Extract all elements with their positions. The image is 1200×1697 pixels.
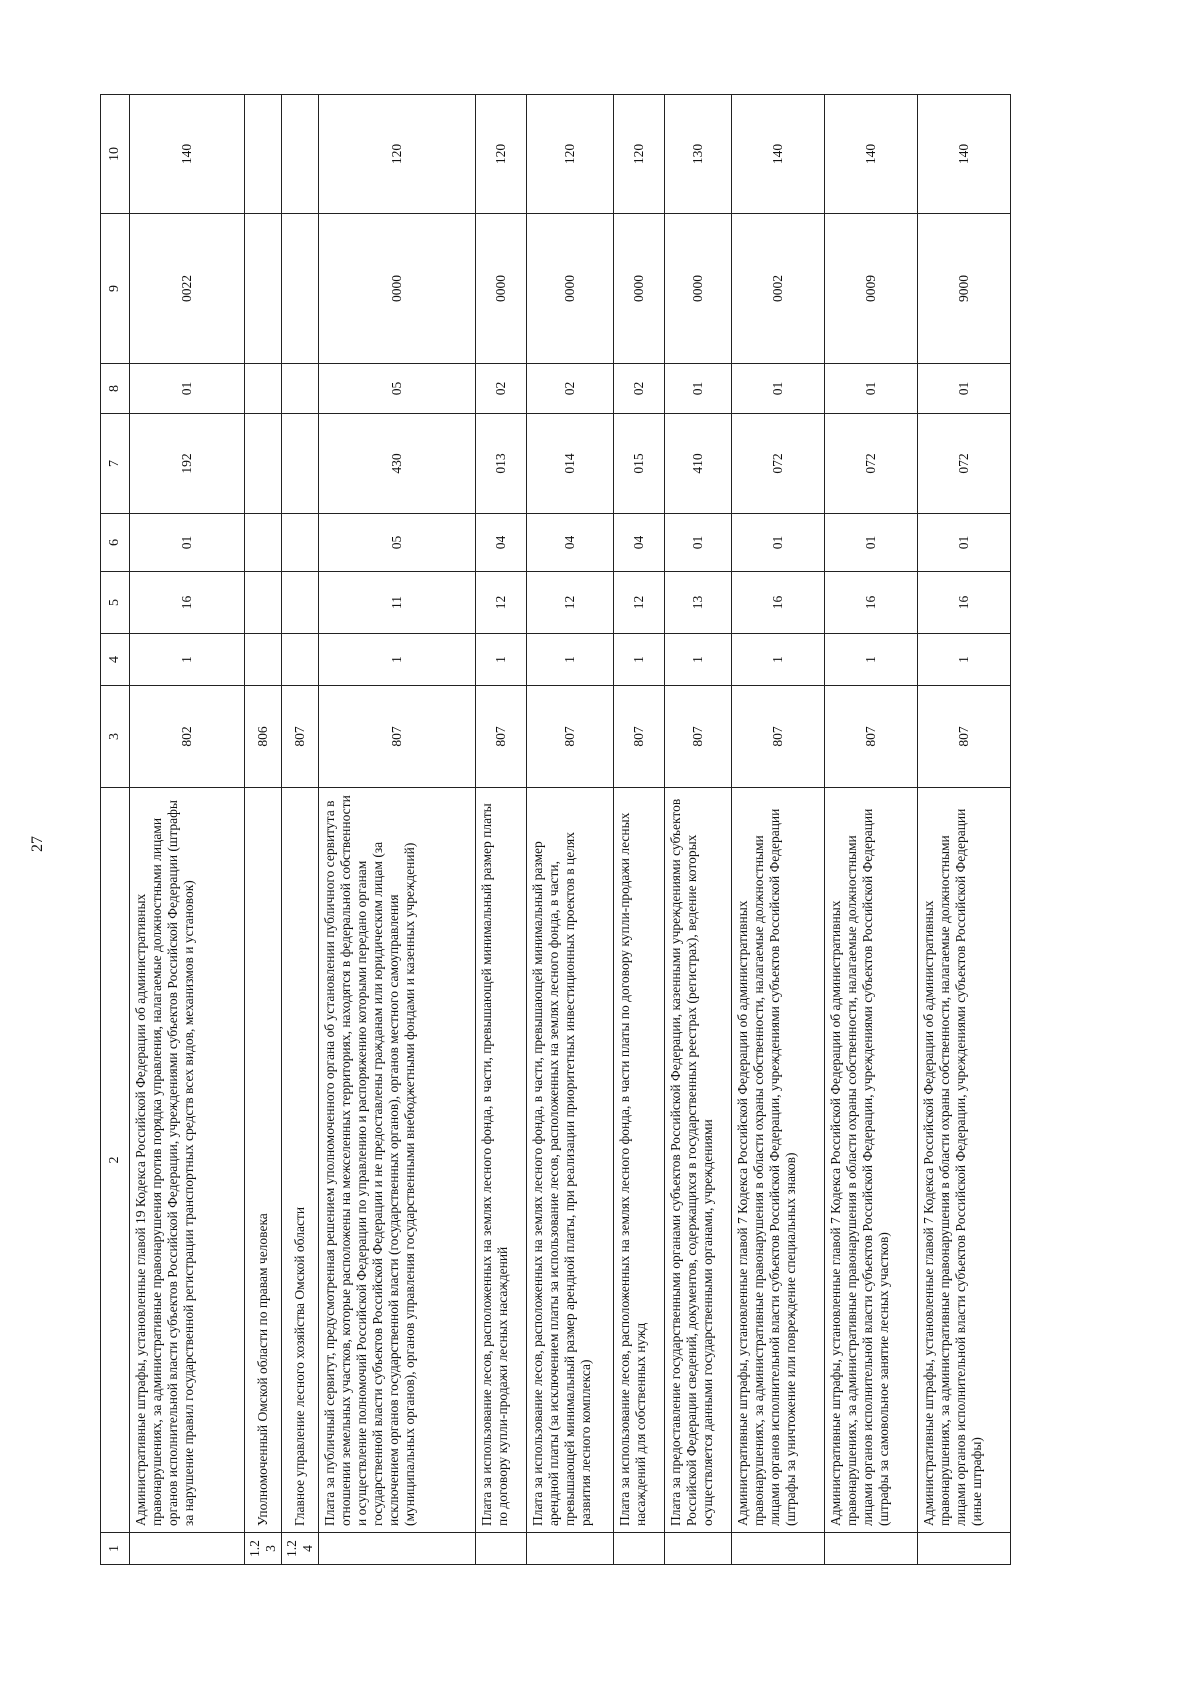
code-cell-c10: 130	[665, 95, 732, 214]
header-row	[101, 95, 130, 1565]
row-number	[476, 1533, 527, 1565]
row-description: Главное управление лесного хозяйства Омской области	[282, 788, 319, 1533]
code-cell-c8	[245, 364, 282, 414]
page-number: 27	[29, 836, 46, 852]
code-cell-c5: 16	[732, 572, 825, 634]
code-cell-c5: 16	[825, 572, 918, 634]
code-cell-c7: 072	[732, 414, 825, 514]
row-number	[130, 1533, 245, 1565]
code-cell-c10: 140	[732, 95, 825, 214]
row-number	[918, 1533, 1011, 1565]
code-cell-c5: 12	[527, 572, 614, 634]
row-description: Административные штрафы, установленные главой 7 Кодекса Российской Федерации об административных правонарушениях, за административные правонарушения в области охраны собственности, налагаемые должностными лицами органов исполнительной власти субъектов Российской Федерации, учреждениями субъектов Российской Федерации (штрафы за уничтожение или повреждение специальных знаков)	[732, 788, 825, 1533]
code-cell-c4: 1	[130, 634, 245, 686]
table-row	[319, 95, 476, 1565]
code-cell-c7: 072	[825, 414, 918, 514]
code-cell-c10: 120	[319, 95, 476, 214]
code-cell-c6: 01	[825, 514, 918, 572]
code-cell-c3: 807	[825, 686, 918, 788]
code-cell-c10: 120	[476, 95, 527, 214]
table-row	[527, 95, 614, 1565]
row-description: Плата за предоставление государственными органами субъектов Российской Федерации, казенными учреждениями субъектов Российской Федерации сведений, документов, содержащихся в государственных реестрах (регистрах), ведение которых осуществляется данными государственными органами, учреждениями	[665, 788, 732, 1533]
code-cell-c8: 02	[476, 364, 527, 414]
row-number	[732, 1533, 825, 1565]
table-row	[614, 95, 665, 1565]
code-cell-c9: 0000	[614, 214, 665, 364]
row-number	[614, 1533, 665, 1565]
code-cell-c7: 015	[614, 414, 665, 514]
code-cell-c7: 410	[665, 414, 732, 514]
code-cell-c7: 192	[130, 414, 245, 514]
table-row	[282, 95, 319, 1565]
header-cell: 8	[101, 364, 130, 414]
code-cell-c4: 1	[825, 634, 918, 686]
table-row	[476, 95, 527, 1565]
table-row	[918, 95, 1011, 1565]
code-cell-c6: 04	[614, 514, 665, 572]
header-cell: 9	[101, 214, 130, 364]
code-cell-c4: 1	[319, 634, 476, 686]
code-cell-c5: 16	[918, 572, 1011, 634]
code-cell-c9: 0000	[527, 214, 614, 364]
code-cell-c9: 0000	[476, 214, 527, 364]
code-cell-c7	[282, 414, 319, 514]
header-cell: 2	[101, 788, 130, 1533]
code-cell-c8: 02	[527, 364, 614, 414]
code-cell-c6: 04	[476, 514, 527, 572]
row-number	[825, 1533, 918, 1565]
code-cell-c3: 807	[527, 686, 614, 788]
code-cell-c5: 13	[665, 572, 732, 634]
code-cell-c3: 807	[665, 686, 732, 788]
code-cell-c9: 0009	[825, 214, 918, 364]
table-row	[245, 95, 282, 1565]
code-cell-c5: 16	[130, 572, 245, 634]
code-cell-c10: 140	[130, 95, 245, 214]
table-row	[130, 95, 245, 1565]
code-cell-c8: 02	[614, 364, 665, 414]
code-cell-c3: 807	[282, 686, 319, 788]
row-description: Административные штрафы, установленные главой 19 Кодекса Российской Федерации об административных правонарушениях, за административные правонарушения против порядка управления, налагаемые должностными лицами органов исполнительной власти субъектов Российской Федерации, учреждениями субъектов Российской Федерации (штрафы за нарушение правил государственной регистрации транспортных средств всех видов, механизмов и установок)	[130, 788, 245, 1533]
code-cell-c3: 807	[918, 686, 1011, 788]
code-cell-c3: 807	[732, 686, 825, 788]
row-number	[527, 1533, 614, 1565]
header-cell: 10	[101, 95, 130, 214]
table-row	[665, 95, 732, 1565]
header-cell: 6	[101, 514, 130, 572]
row-description: Уполномоченный Омской области по правам человека	[245, 788, 282, 1533]
code-cell-c7	[245, 414, 282, 514]
code-cell-c6: 04	[527, 514, 614, 572]
code-cell-c10: 120	[527, 95, 614, 214]
code-cell-c9: 0000	[319, 214, 476, 364]
code-cell-c5	[245, 572, 282, 634]
code-cell-c6	[245, 514, 282, 572]
row-description: Плата за использование лесов, расположенных на землях лесного фонда, в части, превышающей минимальный размер платы по договору купли-продажи лесных насаждений	[476, 788, 527, 1533]
code-cell-c6	[282, 514, 319, 572]
code-cell-c8: 01	[825, 364, 918, 414]
code-cell-c7: 072	[918, 414, 1011, 514]
code-cell-c10: 140	[825, 95, 918, 214]
code-cell-c9: 9000	[918, 214, 1011, 364]
code-cell-c4: 1	[665, 634, 732, 686]
code-cell-c8: 01	[130, 364, 245, 414]
code-cell-c6: 05	[319, 514, 476, 572]
code-cell-c7: 014	[527, 414, 614, 514]
budget-codes-table	[100, 94, 1011, 1565]
code-cell-c9	[282, 214, 319, 364]
row-description: Плата за использование лесов, расположенных на землях лесного фонда, в части платы по договору купли-продажи лесных насаждений для собственных нужд	[614, 788, 665, 1533]
code-cell-c7: 013	[476, 414, 527, 514]
code-cell-c8	[282, 364, 319, 414]
code-cell-c8: 01	[918, 364, 1011, 414]
header-cell: 3	[101, 686, 130, 788]
code-cell-c10	[282, 95, 319, 214]
code-cell-c3: 807	[476, 686, 527, 788]
row-description: Плата за использование лесов, расположенных на землях лесного фонда, в части, превышающей минимальный размер арендной платы (за исключением платы за использование лесов, расположенных на землях лесного фонда, в части, превышающей минимальный размер арендной платы, при реализации приоритетных инвестиционных проектов в целях развития лесного комплекса)	[527, 788, 614, 1533]
code-cell-c3: 802	[130, 686, 245, 788]
code-cell-c4	[245, 634, 282, 686]
code-cell-c6: 01	[732, 514, 825, 572]
code-cell-c3: 807	[614, 686, 665, 788]
row-number: 1.24	[282, 1533, 319, 1565]
code-cell-c10: 120	[614, 95, 665, 214]
code-cell-c4: 1	[732, 634, 825, 686]
code-cell-c9: 0000	[665, 214, 732, 364]
code-cell-c10	[245, 95, 282, 214]
code-cell-c7: 430	[319, 414, 476, 514]
code-cell-c9: 0022	[130, 214, 245, 364]
header-cell: 5	[101, 572, 130, 634]
code-cell-c9	[245, 214, 282, 364]
row-number	[665, 1533, 732, 1565]
code-cell-c5: 12	[614, 572, 665, 634]
row-number: 1.23	[245, 1533, 282, 1565]
header-cell: 1	[101, 1533, 130, 1565]
header-cell: 4	[101, 634, 130, 686]
code-cell-c8: 01	[732, 364, 825, 414]
code-cell-c3: 806	[245, 686, 282, 788]
code-cell-c10: 140	[918, 95, 1011, 214]
code-cell-c4: 1	[476, 634, 527, 686]
code-cell-c5: 12	[476, 572, 527, 634]
code-cell-c8: 05	[319, 364, 476, 414]
row-description: Плата за публичный сервитут, предусмотренная решением уполномоченного органа об установлении публичного сервитута в отношении земельных участков, которые расположены на межселенных территориях, находятся в федеральной собственности и осуществление полномочий Российской Федерации по управлению и распоряжению которыми передано органам государственной власти субъектов Российской Федерации и не предоставлены гражданам или юридическим лицам (за исключением органов государственной власти (государственных органов), органов местного самоуправления (муниципальных органов), органов управления государственными внебюджетными фондами и казенных учреждений)	[319, 788, 476, 1533]
table-row	[732, 95, 825, 1565]
row-description: Административные штрафы, установленные главой 7 Кодекса Российской Федерации об административных правонарушениях, за административные правонарушения в области охраны собственности, налагаемые должностными лицами органов исполнительной власти субъектов Российской Федерации, учреждениями субъектов Российской Федерации (штрафы за самовольное занятие лесных участков)	[825, 788, 918, 1533]
code-cell-c5: 11	[319, 572, 476, 634]
code-cell-c6: 01	[918, 514, 1011, 572]
code-cell-c4: 1	[527, 634, 614, 686]
rotated-table-wrapper	[100, 95, 1070, 1565]
code-cell-c6: 01	[665, 514, 732, 572]
row-description: Административные штрафы, установленные главой 7 Кодекса Российской Федерации об административных правонарушениях, за административные правонарушения в области охраны собственности, налагаемые должностными лицами органов исполнительной власти субъектов Российской Федерации, учреждениями субъектов Российской Федерации (иные штрафы)	[918, 788, 1011, 1533]
row-number	[319, 1533, 476, 1565]
table-row	[825, 95, 918, 1565]
code-cell-c3: 807	[319, 686, 476, 788]
code-cell-c4: 1	[614, 634, 665, 686]
code-cell-c4	[282, 634, 319, 686]
code-cell-c6: 01	[130, 514, 245, 572]
code-cell-c9: 0002	[732, 214, 825, 364]
code-cell-c5	[282, 572, 319, 634]
header-cell: 7	[101, 414, 130, 514]
code-cell-c8: 01	[665, 364, 732, 414]
code-cell-c4: 1	[918, 634, 1011, 686]
